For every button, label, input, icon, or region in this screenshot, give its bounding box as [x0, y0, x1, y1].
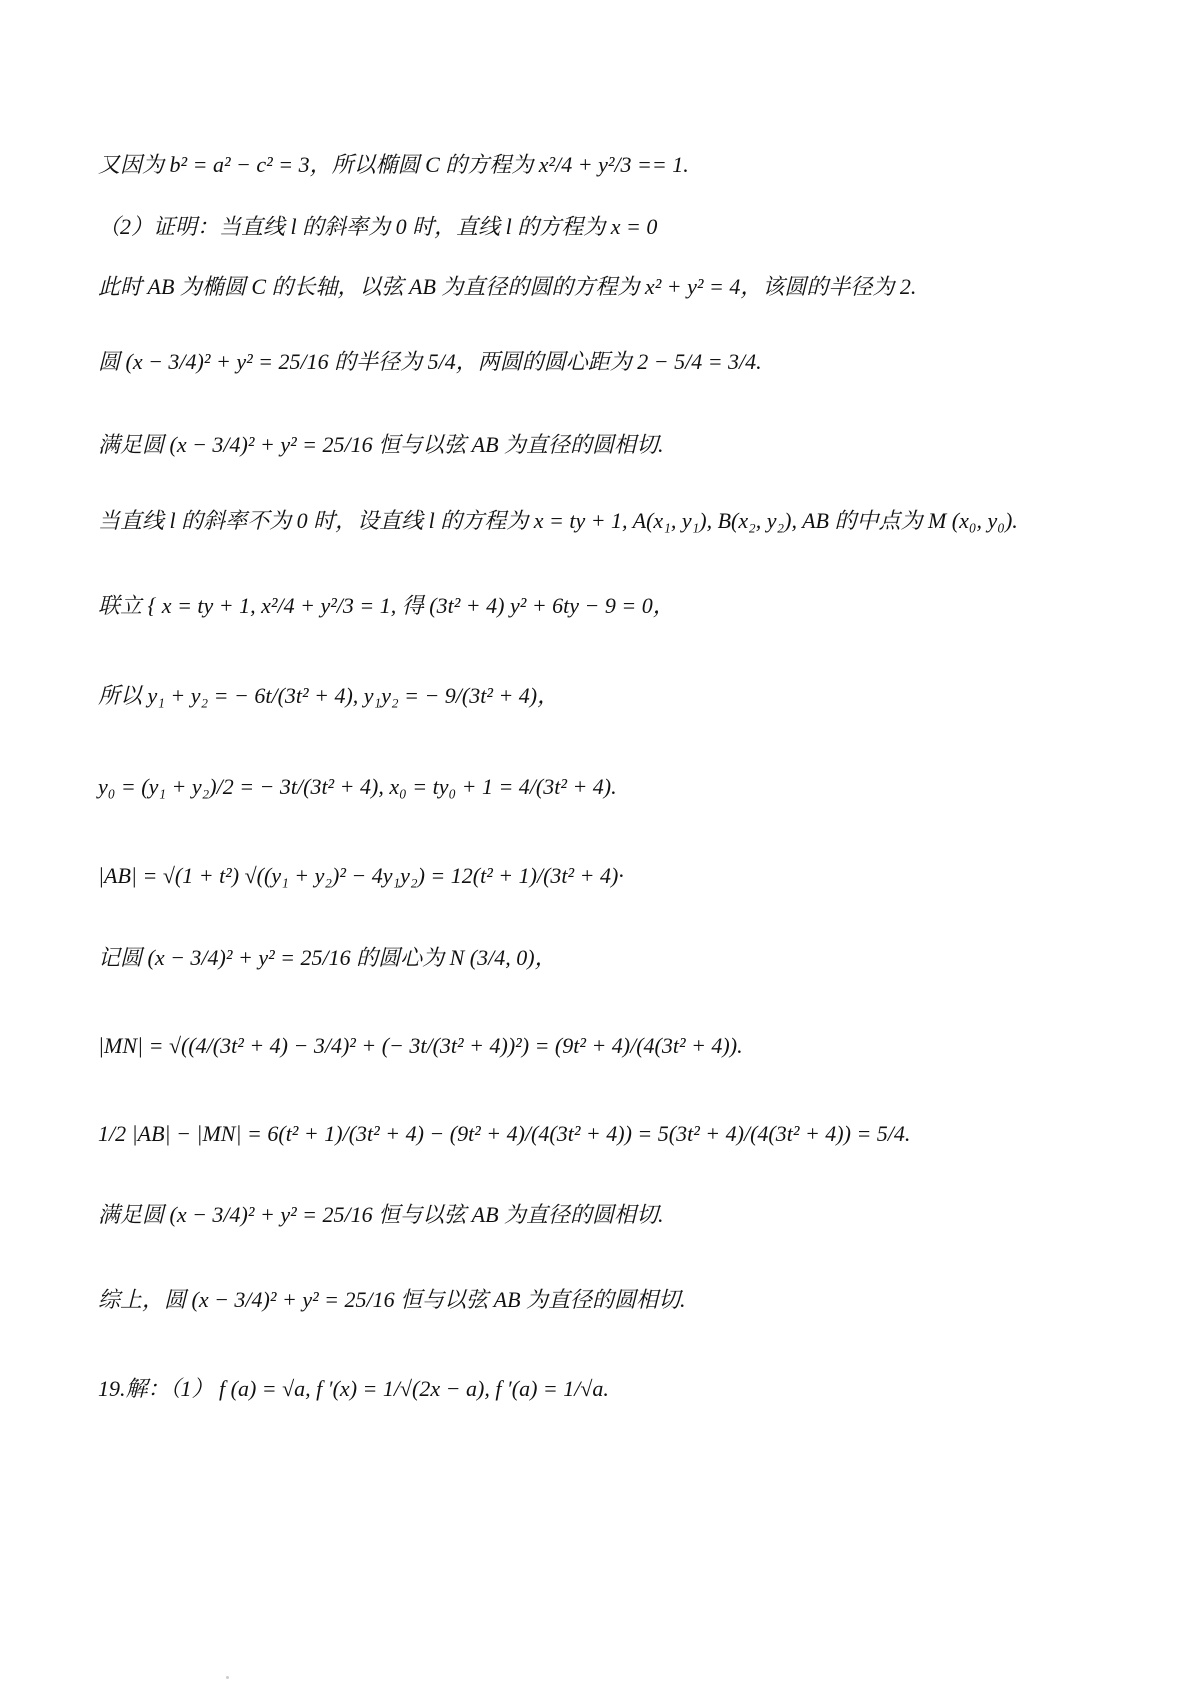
text-line-6: 当直线 l 的斜率不为 0 时，设直线 l 的方程为 x = ty + 1, A(x₁, y₁), B(x₂, y₂), AB 的中点为 M (x₀, y₀).	[98, 508, 1018, 533]
footer-mark	[226, 1676, 229, 1679]
text-line-2: （2）证明：当直线 l 的斜率为 0 时，直线 l 的方程为 x = 0	[98, 214, 658, 239]
text-line-9: y₀ = (y₁ + y₂)/2 = − 3t/(3t² + 4), x₀ = ty₀ + 1 = 4/(3t² + 4).	[98, 774, 617, 799]
text-line-1: 又因为 b² = a² − c² = 3，所以椭圆 C 的方程为 x²/4 + y²/3 == 1.	[98, 152, 689, 177]
text-line-16: 19.解：（1） f (a) = √a, f ′(x) = 1/√(2x − a), f ′(a) = 1/√a.	[98, 1376, 609, 1401]
text-line-5: 满足圆 (x − 3/4)² + y² = 25/16 恒与以弦 AB 为直径的圆相切.	[98, 432, 664, 457]
text-line-11: 记圆 (x − 3/4)² + y² = 25/16 的圆心为 N (3/4, 0)，	[98, 945, 557, 970]
text-line-4: 圆 (x − 3/4)² + y² = 25/16 的半径为 5/4，两圆的圆心距为 2 − 5/4 = 3/4.	[98, 349, 762, 374]
text-line-14: 满足圆 (x − 3/4)² + y² = 25/16 恒与以弦 AB 为直径的圆相切.	[98, 1202, 664, 1227]
text-line-3: 此时 AB 为椭圆 C 的长轴，以弦 AB 为直径的圆的方程为 x² + y² = 4，该圆的半径为 2.	[98, 274, 917, 299]
text-line-13: 1/2 |AB| − |MN| = 6(t² + 1)/(3t² + 4) − (9t² + 4)/(4(3t² + 4)) = 5(3t² + 4)/(4(3t² + 4)) = 5/4.	[98, 1121, 911, 1146]
text-line-15: 综上，圆 (x − 3/4)² + y² = 25/16 恒与以弦 AB 为直径的圆相切.	[98, 1287, 686, 1312]
text-line-8: 所以 y₁ + y₂ = − 6t/(3t² + 4), y₁y₂ = − 9/(3t² + 4)，	[98, 683, 560, 708]
text-line-12: |MN| = √((4/(3t² + 4) − 3/4)² + (− 3t/(3t² + 4))²) = (9t² + 4)/(4(3t² + 4)).	[98, 1033, 743, 1058]
text-line-10: |AB| = √(1 + t²) √((y₁ + y₂)² − 4y₁y₂) = 12(t² + 1)/(3t² + 4)·	[98, 863, 624, 888]
text-line-7: 联立 { x = ty + 1, x²/4 + y²/3 = 1, 得 (3t² + 4) y² + 6ty − 9 = 0，	[98, 593, 675, 618]
